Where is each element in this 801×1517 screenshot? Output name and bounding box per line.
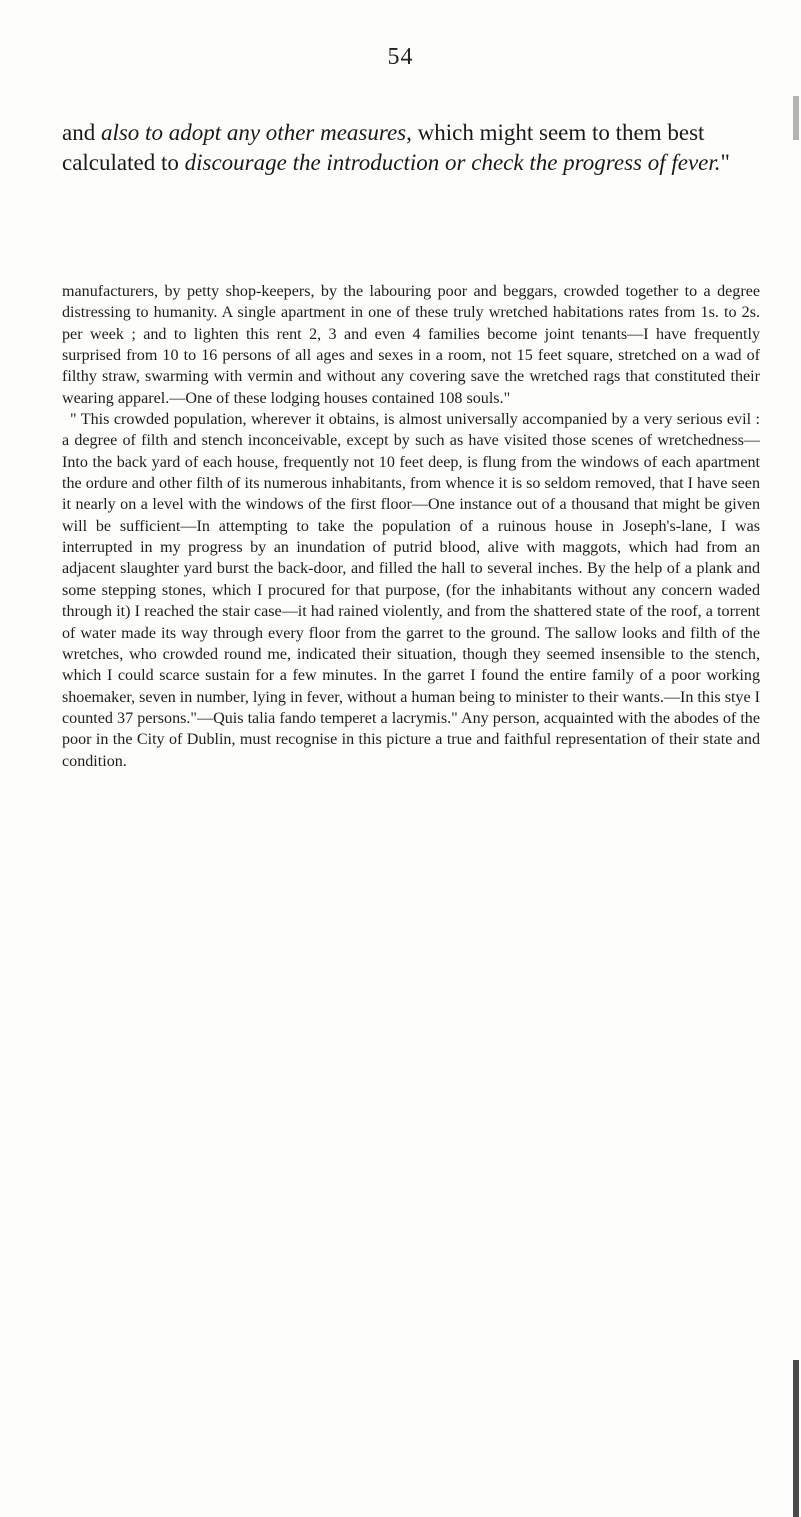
quote-line2: to them best calculated to — [62, 120, 705, 175]
quote-close: " — [720, 150, 730, 175]
quote-line1-a: and — [62, 120, 101, 145]
quoted-resolution — [62, 118, 762, 178]
quote-line1-c: , which might seem — [406, 120, 587, 145]
page-edge-shadow-bottom — [793, 1360, 799, 1517]
quote-line1-italic: also to adopt any other measures — [100, 120, 407, 145]
quote-text — [62, 118, 762, 178]
paragraph-2: " This crowded population, wherever it obtains, is almost universally accompanied by a very serious evil : a degree of filth and stench inconceivable, except by such as have visited those scenes of wretchedness—Into the back yard of each house, frequently not 10 feet deep, is flung from the windows of each apartment the ordure and other filth of its numerous inhabitants, from whence it is so seldom removed, that I have seen it nearly on a level with the windows of the first floor—One instance out of a thousand that might be given will be sufficient—In attempting to take the population of a ruinous house in Joseph's-lane, I was interrupted in my progress by an inundation of putrid blood, alive with maggots, which had from an adjacent slaughter yard burst the back-door, and filled the hall to several inches. By the help of a plank and some stepping stones, which I procured for that purpose, (for the inhabitants without any concern waded through it) I reached the stair case—it had rained violently, and from the shattered state of the roof, a torrent of water made its way through every floor from the garret to the ground. The sallow looks and filth of the wretches, who crowded round me, indicated their situation, though they seemed insensible to the stench, which I could scarce sustain for a few minutes. In the garret I found the entire family of a poor working shoemaker, seven in number, lying in fever, without a human being to minister to their wants.—In this stye I counted 37 persons."—Quis talia fando temperet a lacrymis." Any person, acquainted with the abodes of the poor in the City of Dublin, must recognise in this picture a true and faithful representation of their state and condition. — [62, 411, 761, 770]
body-text — [62, 281, 760, 772]
paragraph-1: manufacturers, by petty shop-keepers, by the labouring poor and beggars, crowded together to a degree distressing to humanity. A single apartment in one of these truly wretched habitations rates from 1s. to 2s. per week ; and to lighten this rent 2, 3 and even 4 families become joint tenants—I have frequently surprised from 10 to 16 persons of all ages and sexes in a room, not 15 feet square, stretched on a wad of filthy straw, swarming with vermin and without any covering save the wretched rags that constituted their wearing apparel.—One of these lodging houses contained 108 souls." — [62, 283, 760, 407]
quote-line3-italic: check the progress of fever. — [471, 150, 721, 175]
page-number: 54 — [387, 44, 414, 70]
page-edge-shadow-top — [793, 96, 799, 140]
quote-line2-italic: discourage the introduction or — [184, 150, 466, 175]
